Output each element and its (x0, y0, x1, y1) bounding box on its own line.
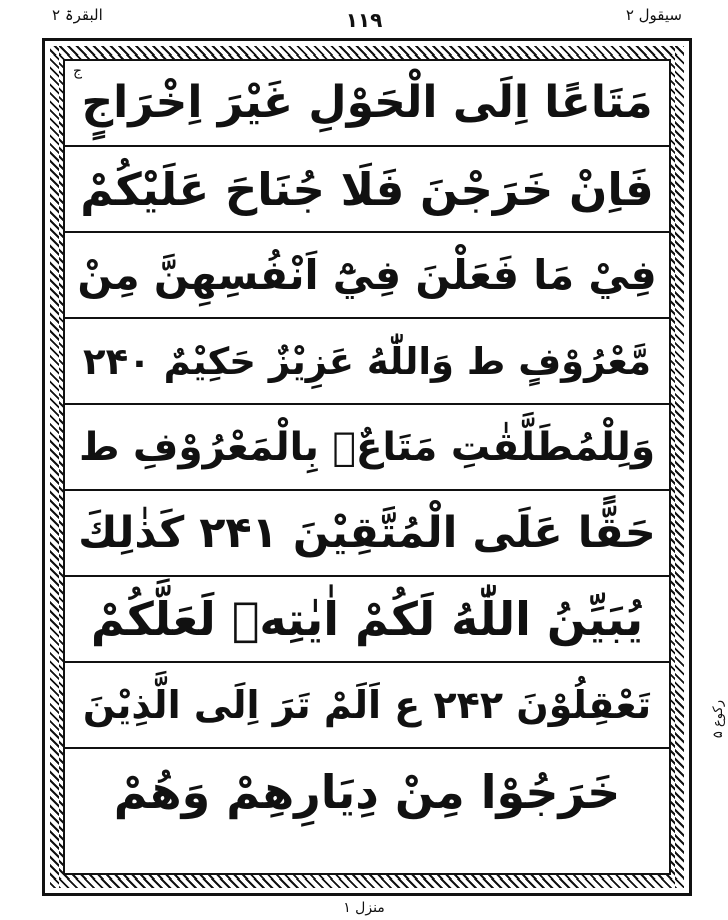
verse-line-9: خَرَجُوْا مِنْ دِيَارِهِمْ وَهُمْ (113, 765, 621, 819)
verse-lines (65, 61, 669, 873)
text-panel (63, 59, 671, 875)
page-number: ۱۱۹ (345, 8, 383, 32)
verse-line-5: وَلِلْمُطَلَّقٰتِ مَتَاعٌۢ بِالْمَعْرُوْفِ ط (65, 405, 669, 491)
header-juz-name: سیقول ۲ (625, 6, 682, 24)
verse-line-8: تَعْقِلُوْنَ ۲۴۲ ع اَلَمْ تَرَ اِلَى الَّذِيْنَ (65, 663, 669, 749)
verse-line-6: حَقًّا عَلَى الْمُتَّقِيْنَ ۲۴۱ كَذٰلِكَ (65, 491, 669, 577)
verse-line-1: مَتَاعًا اِلَى الْحَوْلِ غَيْرَ اِخْرَاجٍ (65, 61, 669, 147)
verse-line-3: فِيْ مَا فَعَلْنَ فِيْٓ اَنْفُسِهِنَّ مِنْ (65, 233, 669, 319)
manzil-footer: منزل ۱ (343, 900, 385, 916)
ruku-marker: رکوع ۵ (711, 700, 726, 739)
header-surah-name: البقرۃ ۲ (52, 6, 103, 24)
juz-marker: ج (73, 63, 83, 79)
verse-line-7: يُبَيِّنُ اللّٰهُ لَكُمْ اٰيٰتِهٖ لَعَلَّكُمْ (65, 577, 669, 663)
page-border (42, 38, 692, 896)
verse-line-4: مَّعْرُوْفٍ ط وَاللّٰهُ عَزِيْزٌ حَكِيْمٌ ۲۴۰ (65, 319, 669, 405)
verse-line-2: فَاِنْ خَرَجْنَ فَلَا جُنَاحَ عَلَيْكُمْ (65, 147, 669, 233)
